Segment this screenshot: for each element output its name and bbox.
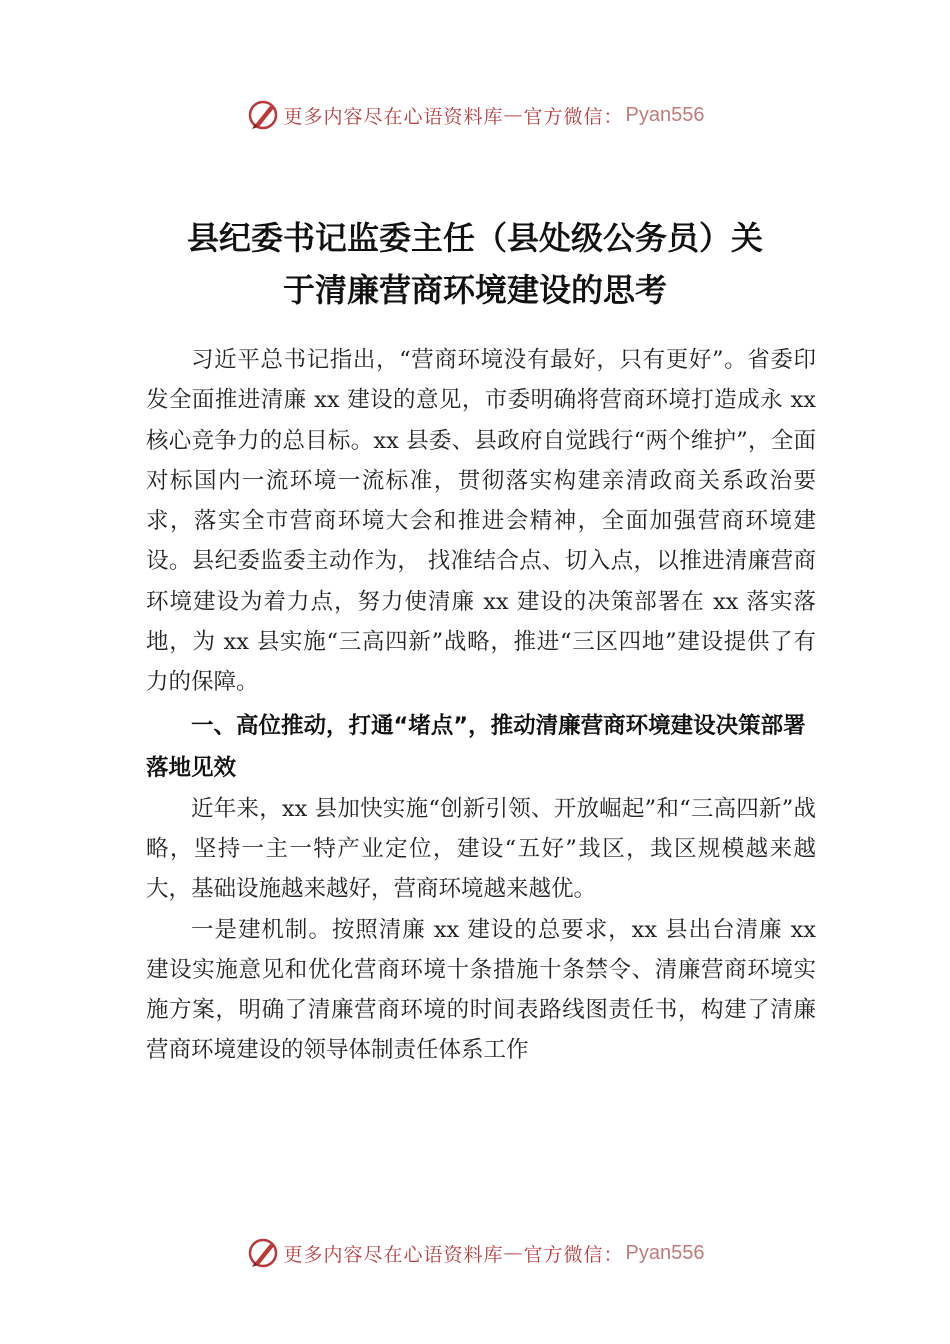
paragraph-intro: 习近平总书记指出，“营商环境没有最好，只有更好”。省委印发全面推进清廉 xx 建设的意见，市委明确将营商环境打造成永 xx 核心竞争力的总目标。xx 县委、县政府自觉践行“两个维护”，全面对标国内一流环境一流标准，贯彻落实构建亲清政商关系政治要求，落实全市营商环境大会和推进会精神，全面加强营商环境建设。县纪委监委主动作为， 找准结合点、切入点，以推进清廉营商环境建设为着力点，努力使清廉 xx 建设的决策部署在 xx 落实落地，为 xx 县实施“三高四新”战略，推进“三区四地”建设提供了有力的保障。: [146, 347, 816, 696]
pen-logo-icon: [246, 1236, 280, 1270]
section-heading-1: 一、高位推动，打通“堵点”，推动清廉营商环境建设决策部署落地见效: [146, 712, 806, 781]
pen-logo-icon: [246, 98, 280, 132]
footer-banner-text: 更多内容尽在心语资料库: [283, 1243, 504, 1266]
banner-label: 官方微信：: [523, 105, 624, 128]
footer-banner-wechat-id: Pyan556: [625, 1241, 705, 1264]
footer-banner-separator: —: [503, 1242, 524, 1264]
document-title: [140, 212, 810, 316]
header-banner: [0, 95, 950, 135]
banner-wechat-id: Pyan556: [625, 103, 705, 126]
paragraph-2: 近年来，xx 县加快实施“创新引领、开放崛起”和“三高四新”战略，坚持一主一特产业定位，建设“五好”㘽区，㘽区规模越来越大，基础设施越来越好，营商环境越来越优。: [146, 795, 816, 903]
footer-banner: [0, 1233, 950, 1273]
title-line-2: 于清廉营商环境建设的思考: [282, 271, 667, 309]
title-line-1: 县纪委书记监委主任（县处级公务员）关: [186, 219, 763, 257]
banner-separator: —: [503, 104, 524, 126]
paragraph-3: 一是建机制。按照清廉 xx 建设的总要求，xx 县出台清廉 xx 建设实施意见和优化营商环境十条措施十条禁令、清廉营商环境实施方案，明确了清廉营商环境的时间表路线图责任书，构建了清廉营商环境建设的领导体制责任体系工作: [146, 916, 816, 1064]
document-body: [146, 340, 816, 1071]
banner-text: 更多内容尽在心语资料库: [283, 105, 504, 128]
footer-banner-label: 官方微信：: [523, 1243, 624, 1266]
